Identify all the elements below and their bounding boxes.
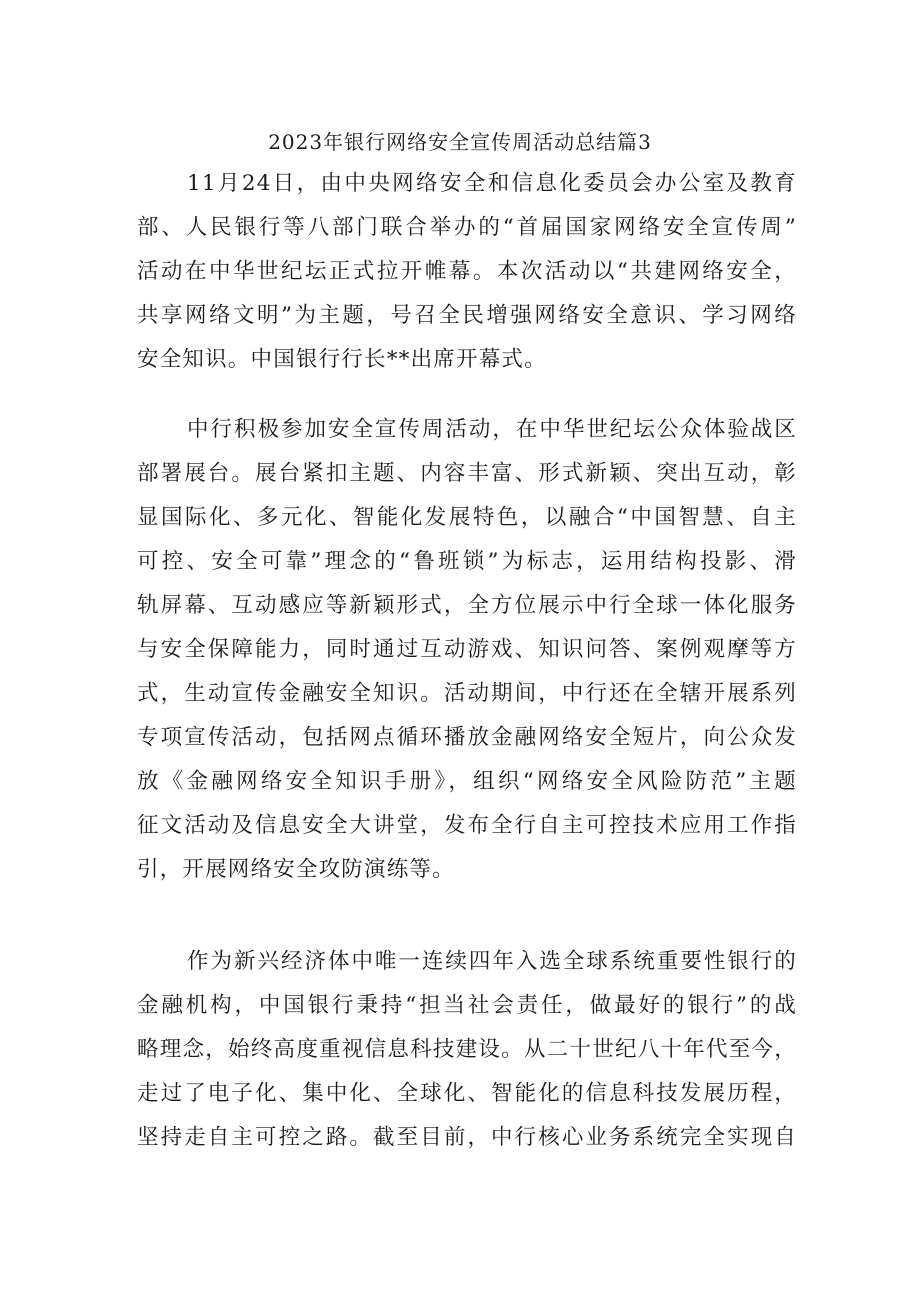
paragraph-line: 式，生动宣传金融安全知识。活动期间，中行还在全辖开展系列 bbox=[137, 681, 797, 706]
paragraph-line: 安全知识。中国银行行长**出席开幕式。 bbox=[137, 347, 547, 372]
paragraph-line: 作为新兴经济体中唯一连续四年入选全球系统重要性银行的 bbox=[187, 949, 797, 974]
paragraph-line: 部、人民银行等八部门联合举办的“首届国家网络安全宣传周” bbox=[137, 215, 797, 240]
paragraph-line: 坚持走自主可控之路。截至目前，中行核心业务系统完全实现自 bbox=[137, 1125, 797, 1150]
paragraph-line: 金融机构，中国银行秉持“担当社会责任，做最好的银行”的战 bbox=[137, 993, 797, 1018]
paragraph-line: 放《金融网络安全知识手册》，组织“网络安全风险防范”主题 bbox=[137, 769, 797, 794]
document-title: 2023年银行网络安全宣传周活动总结篇3 bbox=[268, 130, 652, 154]
paragraph-line: 征文活动及信息安全大讲堂，发布全行自主可控技术应用工作指 bbox=[137, 813, 797, 838]
paragraph-line: 轨屏幕、互动感应等新颖形式，全方位展示中行全球一体化服务 bbox=[137, 593, 797, 618]
paragraph-line: 可控、安全可靠”理念的“鲁班锁”为标志，运用结构投影、滑 bbox=[137, 549, 797, 574]
paragraph-2 bbox=[137, 408, 797, 892]
paragraph-line: 11月24日，由中央网络安全和信息化委员会办公室及教育 bbox=[187, 171, 797, 196]
paragraph-line: 显国际化、多元化、智能化发展特色，以融合“中国智慧、自主 bbox=[137, 505, 797, 530]
paragraph-3 bbox=[137, 940, 797, 1160]
paragraph-1 bbox=[137, 162, 797, 382]
paragraph-line: 中行积极参加安全宣传周活动，在中华世纪坛公众体验战区 bbox=[187, 417, 797, 442]
paragraph-line: 引，开展网络安全攻防演练等。 bbox=[137, 857, 455, 882]
paragraph-line: 共享网络文明”为主题，号召全民增强网络安全意识、学习网络 bbox=[137, 303, 797, 328]
paragraph-line: 与安全保障能力，同时通过互动游戏、知识问答、案例观摩等方 bbox=[137, 637, 797, 662]
paragraph-line: 专项宣传活动，包括网点循环播放金融网络安全短片，向公众发 bbox=[137, 725, 797, 750]
paragraph-line: 部署展台。展台紧扣主题、内容丰富、形式新颖、突出互动，彰 bbox=[137, 461, 797, 486]
paragraph-line: 略理念，始终高度重视信息科技建设。从二十世纪八十年代至今， bbox=[137, 1037, 797, 1062]
paragraph-line: 活动在中华世纪坛正式拉开帷幕。本次活动以“共建网络安全， bbox=[137, 259, 797, 284]
paragraph-line: 走过了电子化、集中化、全球化、智能化的信息科技发展历程， bbox=[137, 1081, 797, 1106]
